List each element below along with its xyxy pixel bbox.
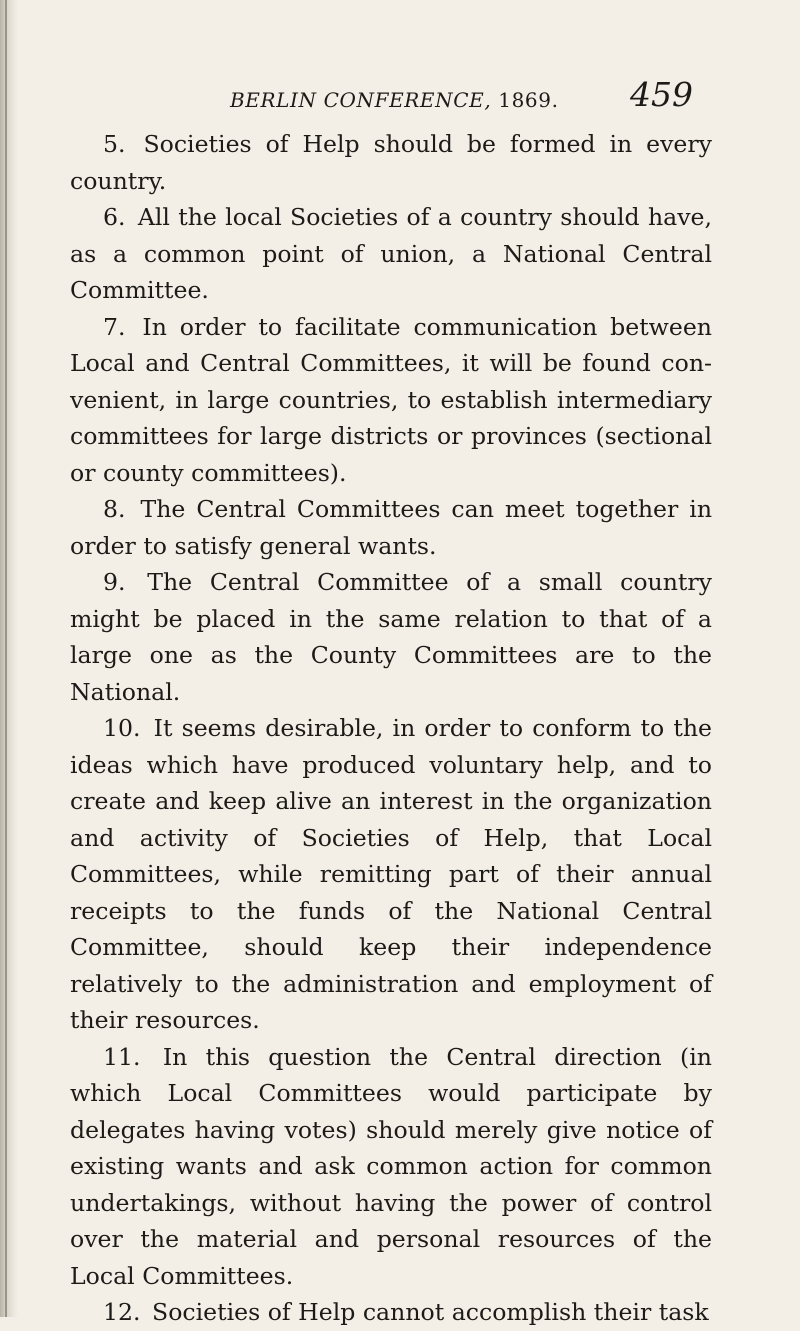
- paragraph-7: [70, 309, 712, 492]
- running-title-year: 1869.: [498, 88, 559, 112]
- paragraph-6: [70, 199, 712, 309]
- paragraph-number: 7.: [103, 312, 126, 341]
- page-body: [70, 126, 712, 1331]
- paragraph-9: [70, 564, 712, 710]
- paragraph-text: In order to facilitate communication between Local and Central Committees, it will be found con- venient, in large countries, to establish intermediary committees for large districts or provinces (sectional or county committees).: [70, 312, 712, 487]
- paragraph-text: The Central Committee of a small country might be placed in the same relation to that of a large one as the County Committees are to the National.: [70, 568, 712, 706]
- paragraph-8: [70, 491, 712, 564]
- paragraph-number: 6.: [103, 203, 126, 231]
- paragraph-text: The Central Committees can meet together in order to satisfy general wants.: [70, 495, 713, 560]
- running-title-text: BERLIN CONFERENCE,: [230, 88, 492, 112]
- page-header: [0, 75, 800, 121]
- paragraph-number: 12.: [103, 1298, 141, 1326]
- paragraph-5: [70, 126, 712, 199]
- paragraph-12: [70, 1294, 712, 1331]
- binding-edge: [5, 0, 7, 1317]
- paragraph-10: [70, 710, 712, 1039]
- paragraph-number: 8.: [103, 495, 126, 523]
- binding-shadow: [0, 0, 18, 1317]
- paragraph-text: All the local Societies of a country should have, as a common point of union, a National Central Committee.: [70, 203, 712, 304]
- paragraph-text: Societies of Help cannot accomplish their task: [152, 1298, 709, 1326]
- running-title: [230, 88, 559, 112]
- paragraph-number: 10.: [103, 714, 141, 742]
- paragraph-text: In this question the Central direction (in which Local Committees would participate by delegates having votes) should merely give notice of existing wants and ask common action for common undertakings, without having the power of control over the material and personal resources of the Local Committees.: [70, 1042, 713, 1290]
- paragraph-number: 5.: [103, 130, 126, 158]
- paragraph-11: [70, 1039, 712, 1295]
- paragraph-text: Societies of Help should be formed in every country.: [70, 130, 712, 195]
- page-number: 459: [630, 75, 693, 114]
- paragraph-number: 11.: [103, 1042, 141, 1071]
- paragraph-text: It seems desirable, in order to conform to the ideas which have produced voluntary help, and to create and keep alive an interest in the organization and activity of Societies of Help, that Local Committees, while remitting part of their annual receipts to the funds of the National Central Committee, should keep their independence relatively to the administration and employment of their resources.: [70, 714, 712, 1034]
- paragraph-number: 9.: [103, 568, 126, 596]
